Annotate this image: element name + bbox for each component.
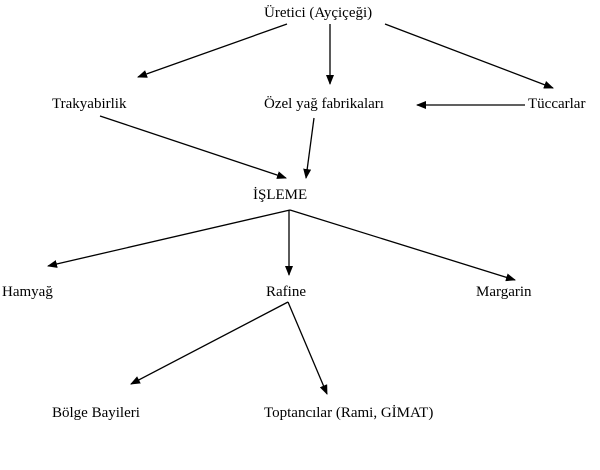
arrow-rafine-to-toptancilar xyxy=(288,302,327,394)
node-toptancilar: Toptancılar (Rami, GİMAT) xyxy=(264,405,434,421)
arrow-trakyabirlik-to-isleme xyxy=(100,116,286,178)
arrow-isleme-to-hamyag xyxy=(48,210,290,266)
arrow-isleme-to-margarin xyxy=(290,210,515,280)
node-margarin: Margarin xyxy=(476,284,532,300)
arrow-uretici-to-trakyabirlik xyxy=(138,24,287,77)
node-ozel-yag-fabrikalari: Özel yağ fabrikaları xyxy=(264,96,384,112)
node-tuccarlar: Tüccarlar xyxy=(528,96,586,112)
node-bolge-bayileri: Bölge Bayileri xyxy=(52,405,140,421)
arrow-uretici-to-tuccarlar xyxy=(385,24,553,88)
arrow-rafine-to-bolge_bayileri xyxy=(131,302,288,384)
node-hamyag: Hamyağ xyxy=(2,284,53,300)
arrow-ozel_yag-to-isleme xyxy=(306,118,314,178)
node-uretici: Üretici (Ayçiçeği) xyxy=(264,5,373,21)
node-rafine: Rafine xyxy=(266,284,306,300)
node-trakyabirlik: Trakyabirlik xyxy=(52,96,127,112)
node-isleme: İŞLEME xyxy=(253,187,308,203)
